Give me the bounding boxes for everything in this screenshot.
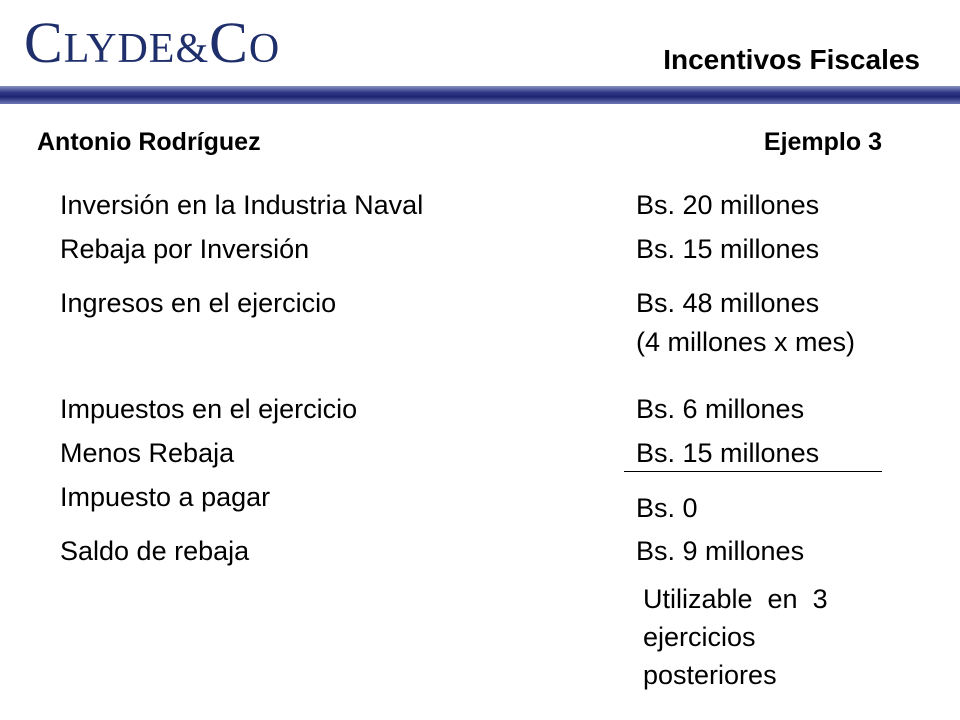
logo-o: O — [248, 26, 281, 72]
logo-c2: C — [209, 10, 249, 75]
row-label-menos-rebaja: Menos Rebaja — [60, 438, 235, 468]
row-value-ingresos: Bs. 48 millones — [636, 288, 820, 318]
row-detail-ingresos: (4 millones x mes) — [636, 327, 856, 357]
header-bar — [0, 86, 960, 104]
logo-amp: & — [175, 26, 210, 72]
row-label-ingresos: Ingresos en el ejercicio — [60, 288, 337, 318]
clyde-co-logo — [24, 10, 281, 78]
note-line-2: ejercicios — [643, 622, 756, 652]
row-value-menos-rebaja: Bs. 15 millones — [636, 438, 820, 468]
note-utilizable — [643, 580, 828, 694]
row-value-inversion: Bs. 20 millones — [636, 190, 820, 220]
row-label-saldo: Saldo de rebaja — [60, 536, 250, 566]
row-value-impuestos: Bs. 6 millones — [636, 394, 805, 424]
row-label-impuestos: Impuestos en el ejercicio — [60, 394, 358, 424]
logo-c1: C — [24, 10, 64, 75]
example-label: Ejemplo 3 — [763, 128, 882, 156]
row-label-impuesto-pagar: Impuesto a pagar — [60, 482, 271, 512]
sum-rule — [624, 471, 882, 472]
row-value-impuesto-pagar: Bs. 0 — [636, 493, 698, 523]
note-line-3: posteriores — [643, 660, 777, 690]
row-label-inversion: Inversión en la Industria Naval — [60, 190, 424, 220]
client-name: Antonio Rodríguez — [37, 128, 261, 156]
logo-lyde: LYDE — [63, 26, 176, 72]
row-value-rebaja: Bs. 15 millones — [636, 234, 820, 264]
page-title: Incentivos Fiscales — [663, 44, 920, 75]
row-value-saldo: Bs. 9 millones — [636, 536, 805, 566]
row-label-rebaja: Rebaja por Inversión — [60, 234, 310, 264]
note-line-1: Utilizable en 3 — [643, 584, 828, 614]
